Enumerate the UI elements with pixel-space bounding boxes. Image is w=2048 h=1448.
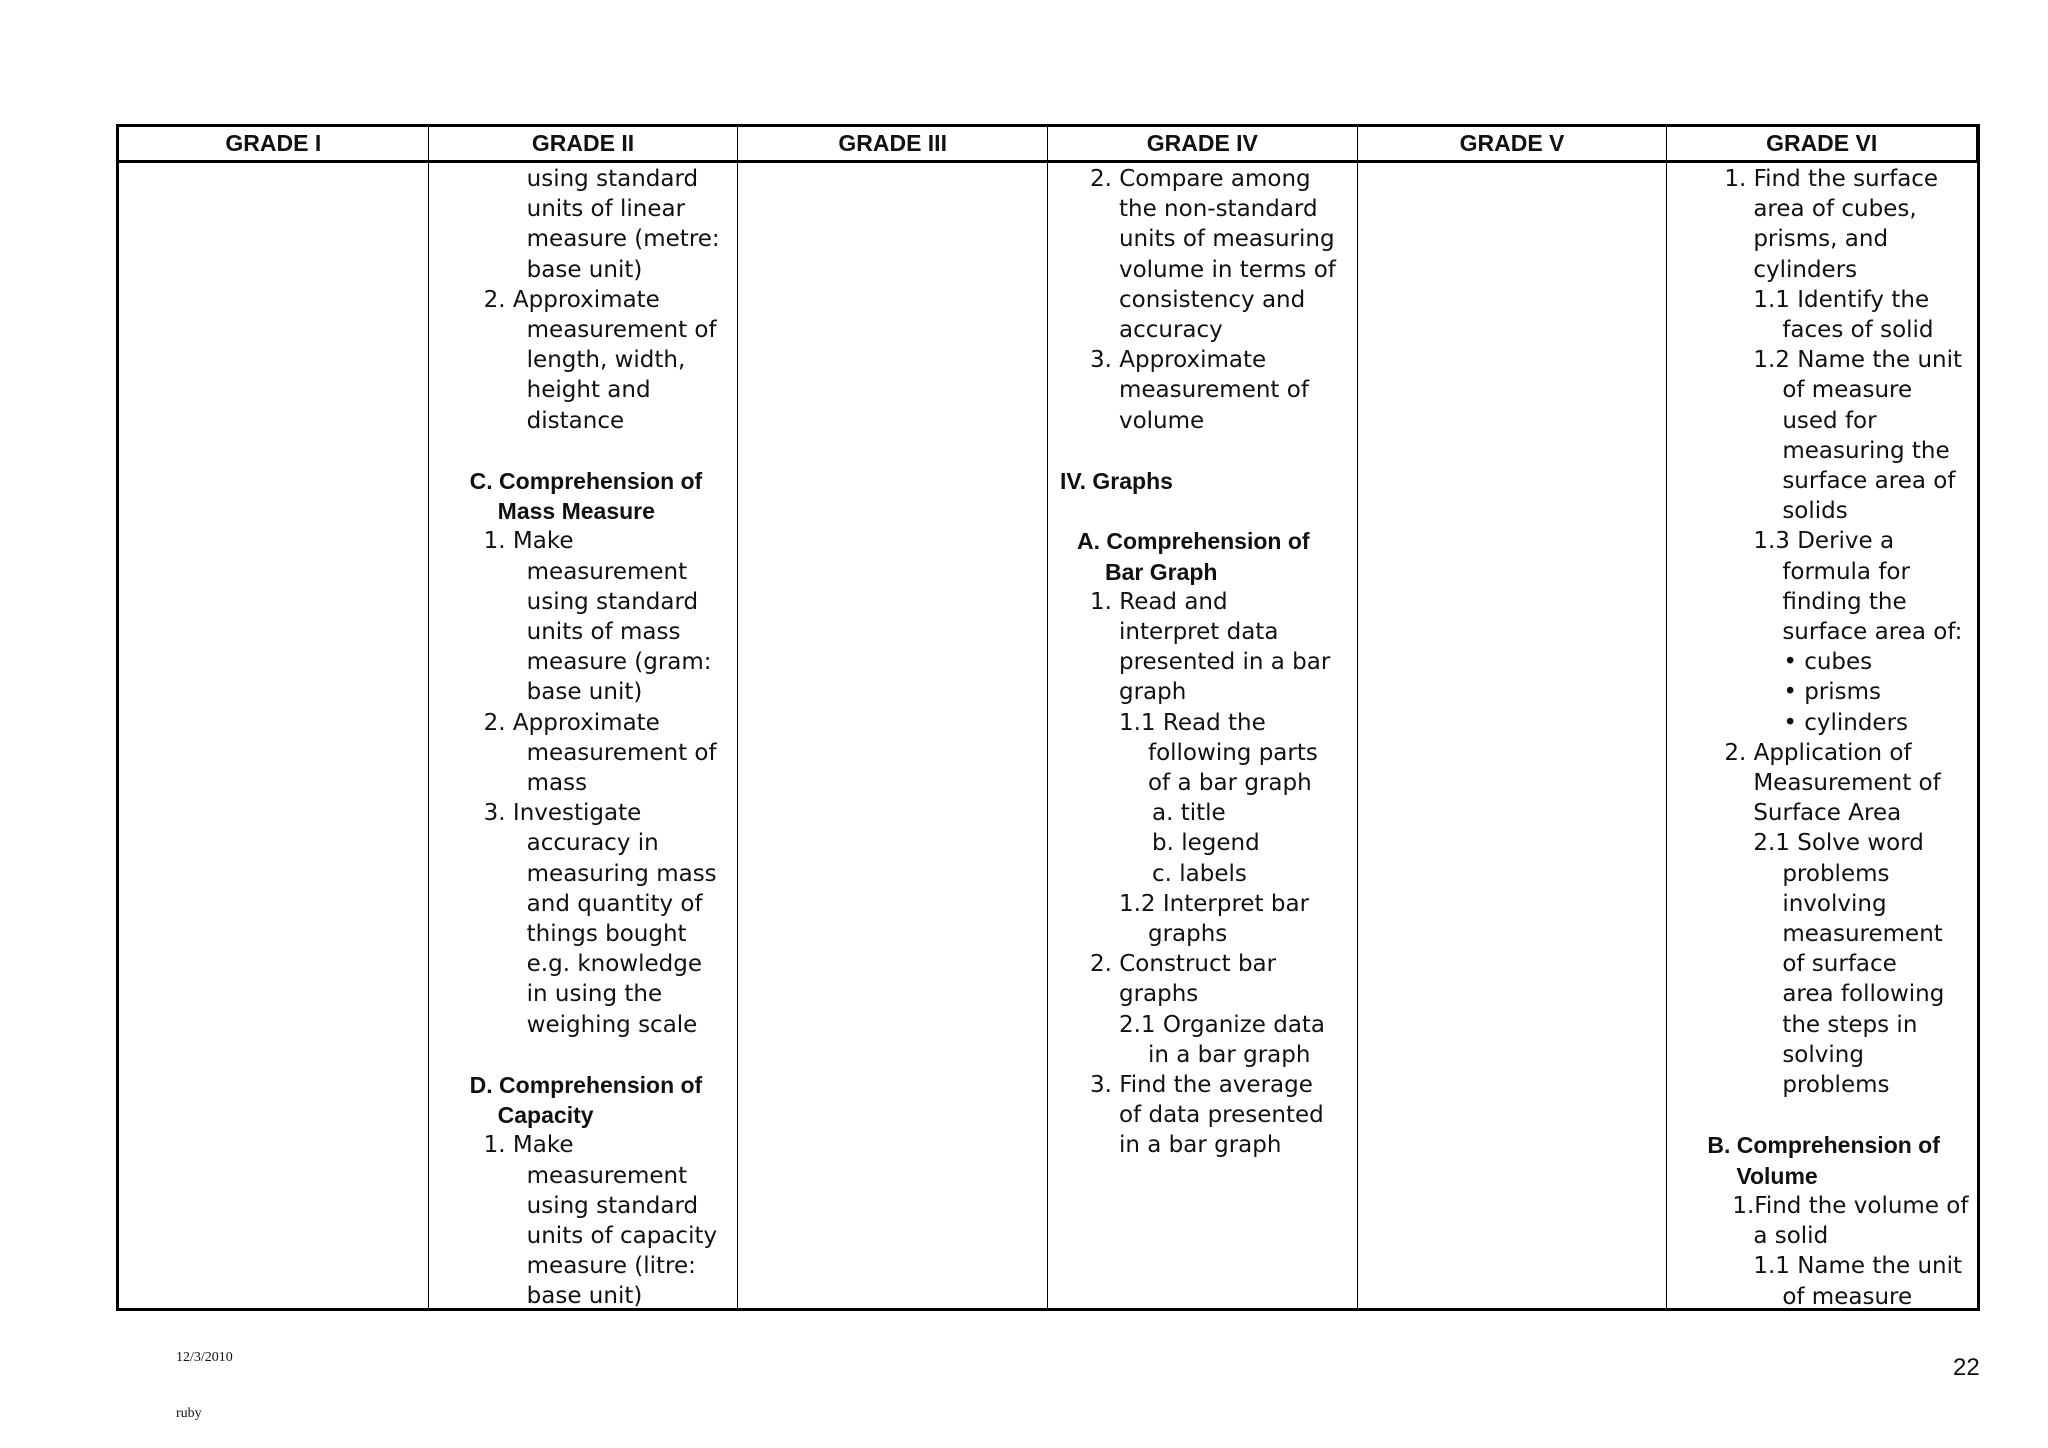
- header-grade-1: GRADE I: [119, 127, 429, 163]
- column-grade-5: [1358, 163, 1668, 1308]
- outline-line: 1.2 Interpret bar: [1118, 890, 1310, 917]
- outline-line: solving: [1782, 1041, 1864, 1068]
- outline-line: weighing scale: [526, 1011, 698, 1038]
- outline-line: 1. Find the surface: [1724, 166, 1939, 192]
- outline-line: graph: [1118, 679, 1187, 706]
- outline-line: measure (metre:: [526, 226, 720, 253]
- outline-line: 2. Approximate: [483, 286, 660, 313]
- outline-line: 2. Compare among: [1089, 166, 1311, 192]
- outline-line: problems: [1782, 860, 1890, 887]
- outline-line: volume in terms of: [1118, 256, 1336, 283]
- outline-line: involving: [1782, 890, 1887, 917]
- outline-line: using standard: [526, 588, 699, 615]
- blank-line: [1060, 436, 1349, 466]
- column-grade-3: [738, 163, 1048, 1308]
- outline-line: base unit): [526, 679, 643, 706]
- outline-line: in a bar graph: [1147, 1041, 1311, 1068]
- outline-line: formula for: [1782, 558, 1910, 585]
- outline-line: 2. Construct bar: [1089, 951, 1277, 978]
- header-grade-3: GRADE III: [738, 127, 1048, 163]
- outline-line: measurement of: [1118, 377, 1309, 404]
- curriculum-table: [116, 124, 1980, 1311]
- outline-line: area of cubes,: [1753, 196, 1917, 223]
- column-grade-6: [1667, 163, 1977, 1308]
- outline-line: b. legend: [1151, 830, 1260, 857]
- outline-line: distance: [526, 407, 625, 434]
- outline-line: presented in a bar: [1118, 649, 1331, 676]
- outline-line: e.g. knowledge: [526, 951, 703, 978]
- page-number: 22: [1953, 1354, 1980, 1381]
- outline-line: measuring the: [1782, 437, 1950, 464]
- footer-date: 12/3/2010: [176, 1350, 233, 1365]
- outline-line: c. labels: [1151, 860, 1247, 887]
- blank-line: [1060, 496, 1349, 526]
- header-grade-5: GRADE V: [1358, 127, 1668, 163]
- outline-line: 1.Find the volume of: [1732, 1192, 1969, 1219]
- section-heading: B. Comprehension of: [1707, 1132, 1940, 1159]
- outline-line: of a bar graph: [1147, 770, 1312, 797]
- outline-line: things bought: [526, 921, 687, 948]
- section-heading: D. Comprehension of: [469, 1072, 703, 1099]
- outline-line: measurement of: [526, 317, 717, 344]
- outline-line: 1.1 Read the: [1118, 709, 1266, 736]
- outline-line: 2.1 Solve word: [1753, 830, 1924, 857]
- section-heading: C. Comprehension of: [469, 468, 703, 495]
- outline-line: volume: [1118, 407, 1205, 434]
- outline-line: a solid: [1753, 1223, 1829, 1250]
- outline-line: the steps in: [1782, 1011, 1918, 1038]
- outline-line: units of capacity: [526, 1223, 718, 1250]
- outline-line: measurement: [1782, 921, 1943, 948]
- blank-line: [441, 436, 730, 466]
- outline-line: 1. Make: [483, 1132, 574, 1159]
- outline-line: height and: [526, 377, 651, 404]
- section-heading: Capacity: [497, 1102, 594, 1129]
- outline-line: measure (litre:: [526, 1253, 696, 1280]
- outline-line: a. title: [1151, 800, 1226, 827]
- outline-line: accuracy: [1118, 317, 1223, 344]
- outline-line: 3. Approximate: [1089, 347, 1267, 374]
- outline-line: Surface Area: [1753, 800, 1902, 827]
- outline-line: surface area of: [1782, 468, 1956, 495]
- outline-line: • cubes: [1783, 649, 1873, 676]
- outline-line: measurement: [526, 1162, 688, 1189]
- blank-line: [1679, 1100, 1969, 1130]
- outline-line: in using the: [526, 981, 663, 1008]
- column-grade-4: [1048, 163, 1358, 1308]
- outline-line: the non-standard: [1118, 196, 1318, 223]
- outline-line: following parts: [1147, 739, 1318, 766]
- outline-line: 3. Find the average: [1089, 1072, 1313, 1099]
- outline-line: graphs: [1118, 981, 1199, 1008]
- outline-line: graphs: [1147, 921, 1228, 948]
- outline-line: 1.2 Name the unit: [1753, 347, 1963, 374]
- outline-line: base unit): [526, 256, 643, 283]
- outline-line: base unit): [526, 1283, 643, 1308]
- outline-line: of measure: [1782, 1283, 1913, 1308]
- column-grade-2: [429, 163, 739, 1308]
- outline-line: 2. Approximate: [483, 709, 660, 736]
- outline-line: solids: [1782, 498, 1848, 525]
- outline-line: of data presented: [1118, 1102, 1324, 1129]
- footer-note: ruby: [176, 1406, 202, 1421]
- outline-line: area following: [1782, 981, 1945, 1008]
- section-heading: Mass Measure: [497, 498, 655, 525]
- outline-line: 2.1 Organize data: [1118, 1011, 1326, 1038]
- outline-line: using standard: [526, 1192, 699, 1219]
- section-heading: Bar Graph: [1104, 558, 1218, 585]
- outline-line: Measurement of: [1753, 770, 1941, 797]
- header-grade-2: GRADE II: [429, 127, 739, 163]
- outline-line: 2. Application of: [1724, 739, 1912, 766]
- outline-line: 1. Make: [483, 528, 574, 555]
- outline-line: cylinders: [1753, 256, 1858, 283]
- outline-line: length, width,: [526, 347, 686, 374]
- outline-line: measure (gram:: [526, 649, 712, 676]
- outline-line: surface area of:: [1782, 619, 1963, 646]
- outline-line: problems: [1782, 1072, 1890, 1099]
- outline-line: units of mass: [526, 619, 681, 646]
- outline-line: faces of solid: [1782, 317, 1934, 344]
- outline-line: • cylinders: [1783, 709, 1909, 736]
- section-heading: A. Comprehension of: [1076, 528, 1310, 555]
- outline-line: of measure: [1782, 377, 1913, 404]
- outline-line: used for: [1782, 407, 1877, 434]
- outline-line: finding the: [1782, 588, 1907, 615]
- outline-line: measurement: [526, 558, 688, 585]
- outline-line: prisms, and: [1753, 226, 1889, 253]
- outline-line: 1. Read and: [1089, 588, 1228, 615]
- outline-line: in a bar graph: [1118, 1132, 1282, 1159]
- header-grade-6: GRADE VI: [1667, 127, 1977, 163]
- outline-line: mass: [526, 770, 588, 797]
- outline-line: 1.1 Name the unit: [1753, 1253, 1963, 1280]
- outline-line: 3. Investigate: [483, 800, 642, 827]
- section-heading: Volume: [1736, 1162, 1818, 1189]
- column-grade-1: [119, 163, 429, 1308]
- outline-line: consistency and: [1118, 286, 1306, 313]
- outline-line: measuring mass: [526, 860, 717, 887]
- outline-line: units of linear: [526, 196, 686, 223]
- outline-line: interpret data: [1118, 619, 1279, 646]
- blank-line: [441, 1040, 730, 1070]
- section-heading: IV. Graphs: [1059, 468, 1173, 495]
- outline-line: 1.1 Identify the: [1753, 286, 1930, 313]
- outline-line: 1.3 Derive a: [1753, 528, 1895, 555]
- outline-line: measurement of: [526, 739, 717, 766]
- outline-line: accuracy in: [526, 830, 659, 857]
- header-grade-4: GRADE IV: [1048, 127, 1358, 163]
- outline-line: • prisms: [1783, 679, 1882, 706]
- outline-line: using standard: [526, 166, 699, 192]
- outline-line: and quantity of: [526, 890, 703, 917]
- outline-line: units of measuring: [1118, 226, 1335, 253]
- outline-line: of surface: [1782, 951, 1897, 978]
